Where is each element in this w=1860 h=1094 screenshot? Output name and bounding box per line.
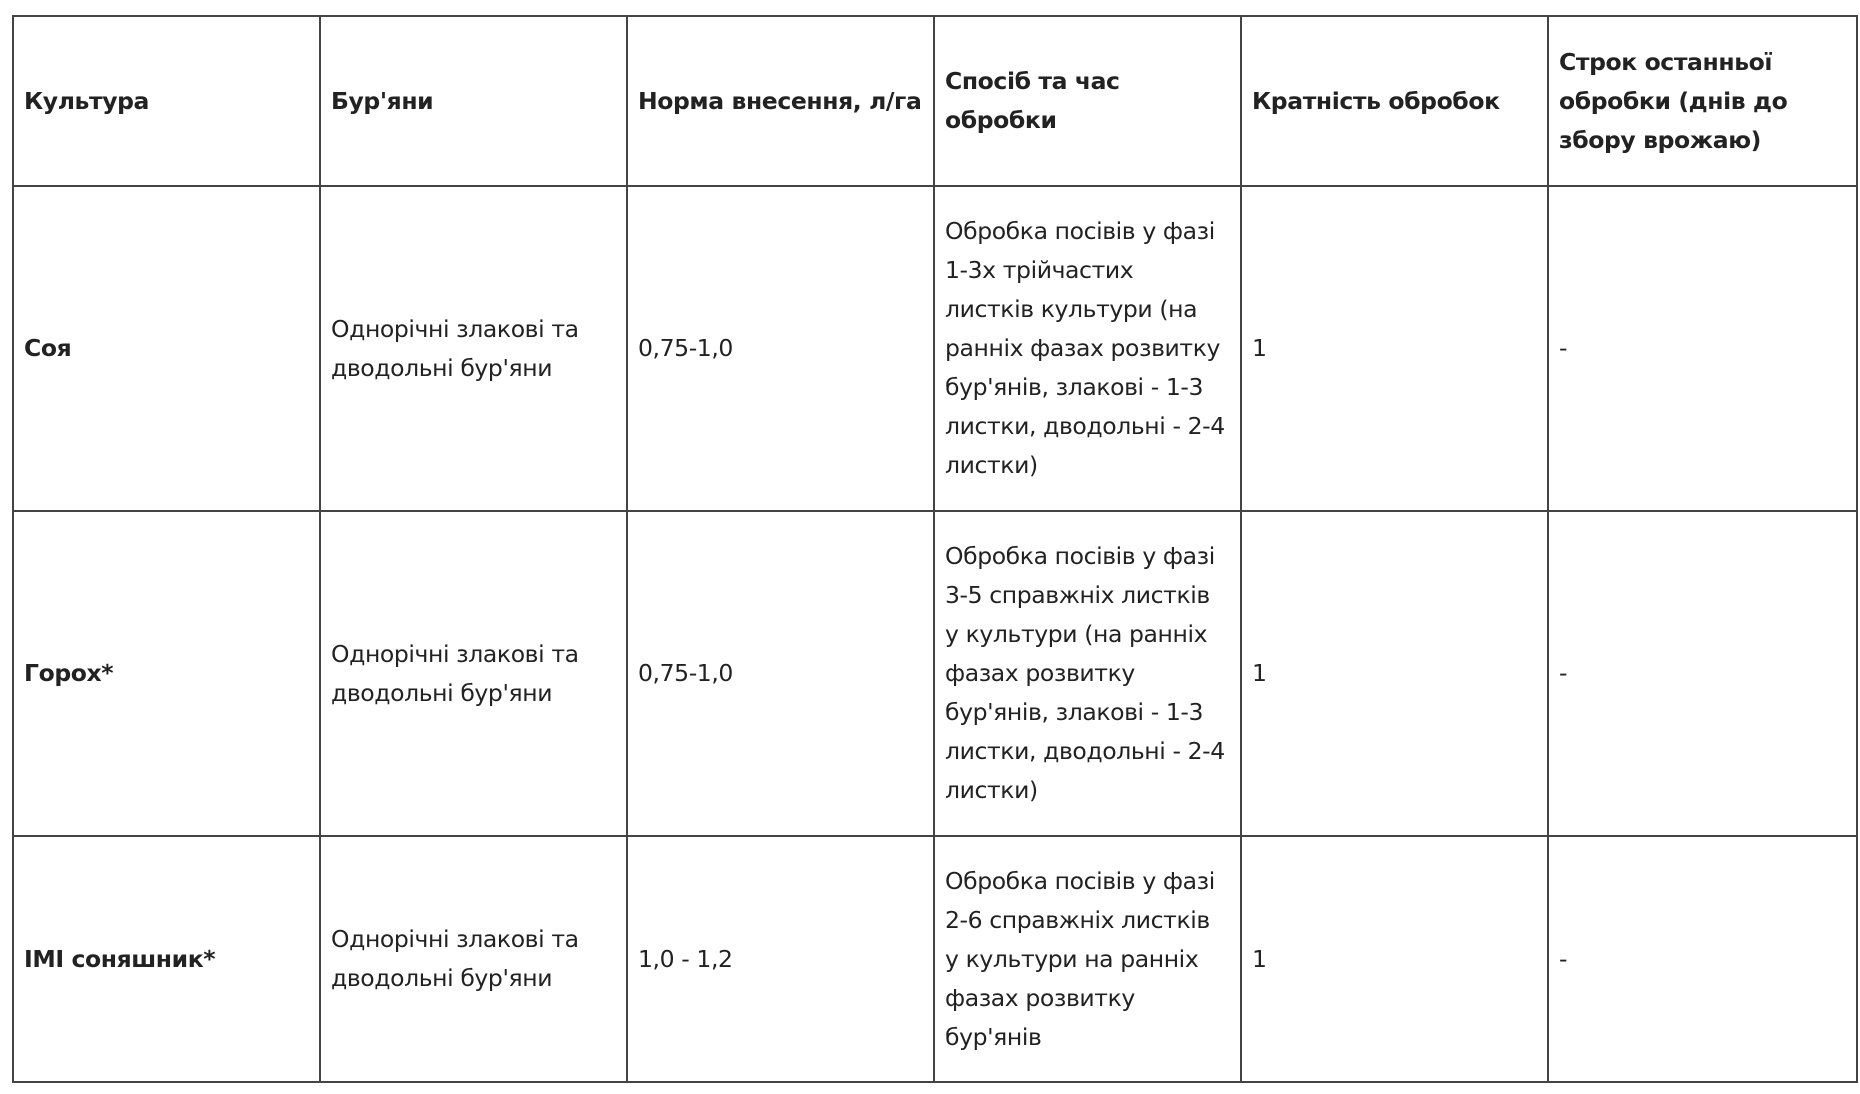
cell-multiplicity: 1 [1241, 511, 1548, 836]
cell-weeds: Однорічні злакові та дводольні бур'яни [320, 511, 627, 836]
cell-weeds: Однорічні злакові та дводольні бур'яни [320, 186, 627, 511]
header-method: Спосіб та час обробки [934, 16, 1241, 186]
cell-rate: 1,0 - 1,2 [627, 836, 934, 1082]
header-rate: Норма внесення, л/га [627, 16, 934, 186]
header-weeds: Бур'яни [320, 16, 627, 186]
header-crop: Культура [13, 16, 320, 186]
header-row [13, 16, 1857, 186]
cell-crop: Соя [13, 186, 320, 511]
cell-crop: Горох* [13, 511, 320, 836]
header-multiplicity: Кратність обробок [1241, 16, 1548, 186]
application-table [12, 15, 1858, 1083]
table-header [13, 16, 1857, 186]
table-row [13, 836, 1857, 1082]
cell-method: Обробка посівів у фазі 3-5 справжніх листків у культури (на ранніх фазах розвитку бур'янів, злакові - 1-3 листки, дводольні - 2-4 листки) [934, 511, 1241, 836]
table-body [13, 186, 1857, 1082]
cell-method: Обробка посівів у фазі 2-6 справжніх листків у культури на ранніх фазах розвитку бур'янів [934, 836, 1241, 1082]
cell-crop: IMI соняшник* [13, 836, 320, 1082]
cell-multiplicity: 1 [1241, 836, 1548, 1082]
header-last-treatment: Строк останньої обробки (днів до збору врожаю) [1548, 16, 1857, 186]
table-row [13, 511, 1857, 836]
cell-multiplicity: 1 [1241, 186, 1548, 511]
cell-last-treatment: - [1548, 186, 1857, 511]
cell-last-treatment: - [1548, 836, 1857, 1082]
cell-last-treatment: - [1548, 511, 1857, 836]
cell-weeds: Однорічні злакові та дводольні бур'яни [320, 836, 627, 1082]
table-row [13, 186, 1857, 511]
cell-method: Обробка посівів у фазі 1-3х трійчастих листків культури (на ранніх фазах розвитку бур'янів, злакові - 1-3 листки, дводольні - 2-4 листки) [934, 186, 1241, 511]
cell-rate: 0,75-1,0 [627, 186, 934, 511]
cell-rate: 0,75-1,0 [627, 511, 934, 836]
